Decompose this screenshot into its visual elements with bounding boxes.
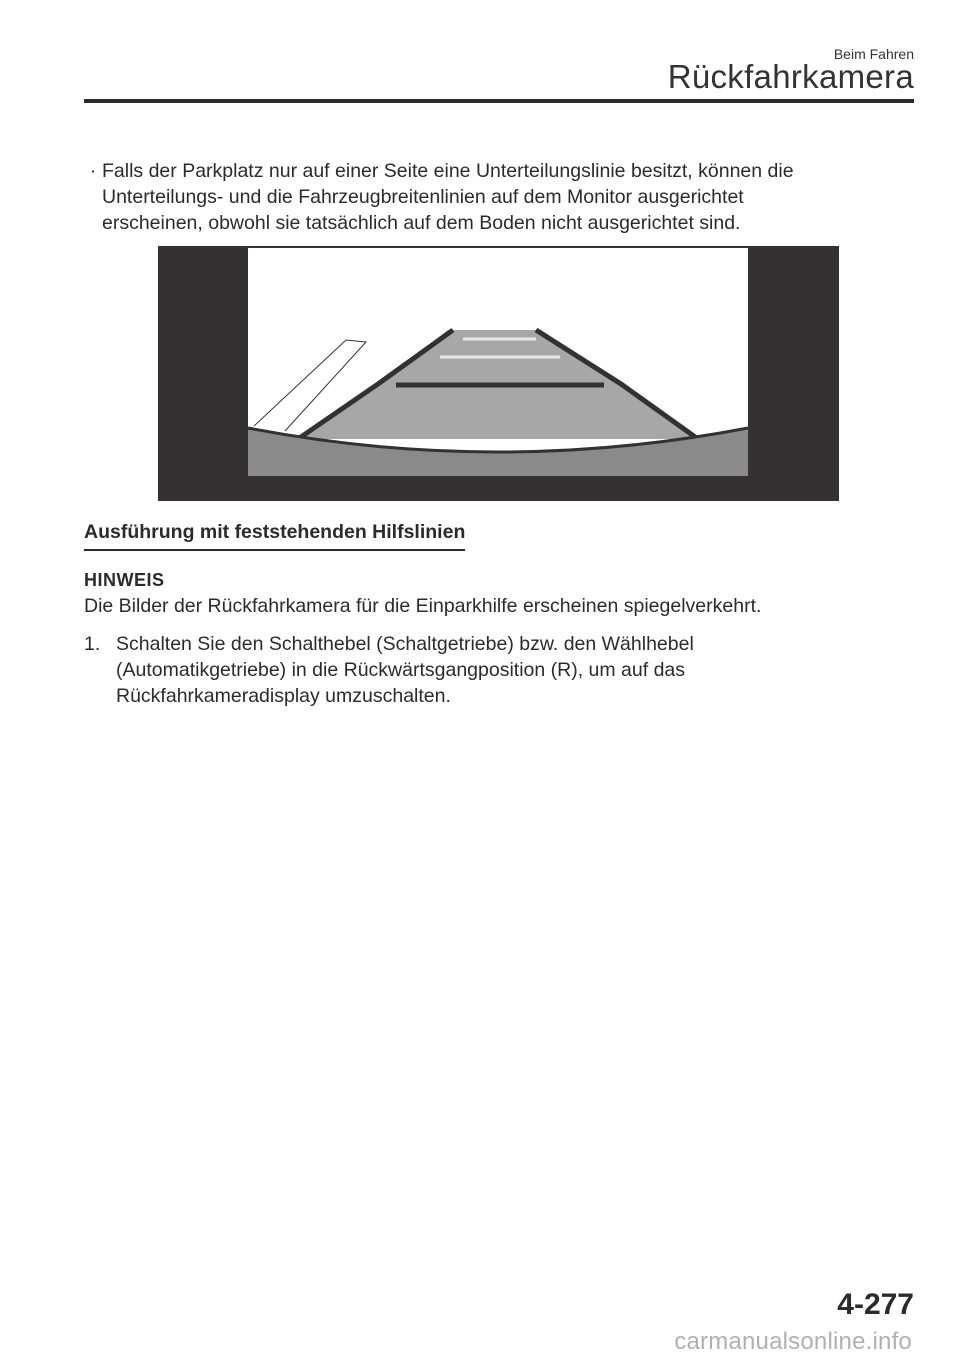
bullet-text — [102, 158, 904, 236]
bullet-item — [84, 158, 904, 236]
bullet-line-3: erscheinen, obwohl sie tatsächlich auf dem Boden nicht ausgerichtet sind. — [102, 212, 741, 234]
note-text: Die Bilder der Rückfahrkamera für die Einparkhilfe erscheinen spiegelverkehrt. — [84, 595, 762, 617]
step-line-1: Schalten Sie den Schalthebel (Schaltgetriebe) bzw. den Wählhebel — [116, 633, 694, 655]
section-heading: Ausführung mit feststehenden Hilfslinien — [84, 519, 465, 551]
note-label: HINWEIS — [84, 570, 165, 590]
step-line-2: (Automatikgetriebe) in die Rückwärtsgangposition (R), um auf das — [116, 659, 686, 681]
bullet-marker: · — [89, 160, 97, 182]
step-item — [84, 631, 914, 709]
watermark: carmanualsonline.info — [674, 1328, 912, 1355]
page-number: 4-277 — [837, 1288, 914, 1321]
bullet-line-1: Falls der Parkplatz nur auf einer Seite eine Unterteilungslinie besitzt, können die — [102, 160, 794, 182]
header-divider — [84, 99, 914, 103]
bullet-line-2: Unterteilungs- und die Fahrzeugbreitenlinien auf dem Monitor ausgerichtet — [102, 186, 744, 208]
bullet-paragraph — [84, 158, 904, 236]
step-text — [116, 631, 914, 709]
page-title: Rückfahrkamera — [667, 58, 914, 95]
rear-camera-illustration — [158, 246, 839, 501]
step-number: 1. — [84, 633, 101, 655]
step-line-3: Rückfahrkameradisplay umzuschalten. — [116, 685, 451, 707]
header-section-label: Beim Fahren — [833, 46, 914, 62]
